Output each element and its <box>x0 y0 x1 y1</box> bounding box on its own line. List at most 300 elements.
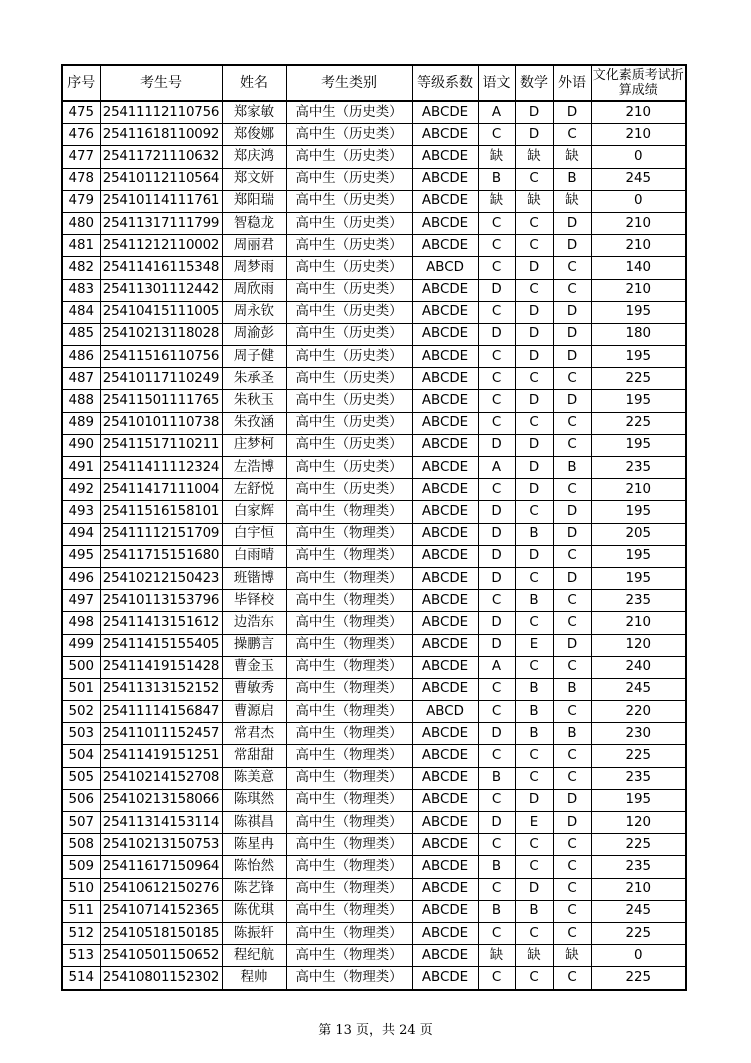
student-category: 高中生（历史类） <box>286 101 412 124</box>
student-category: 高中生（历史类） <box>286 479 412 501</box>
math-grade: C <box>515 767 553 789</box>
foreign-language-grade: C <box>553 612 591 634</box>
foreign-language-grade: C <box>553 745 591 767</box>
math-grade: C <box>515 501 553 523</box>
row-index: 505 <box>62 767 100 789</box>
grade-coefficient: ABCDE <box>412 634 478 656</box>
math-grade: C <box>515 745 553 767</box>
exam-id: 25410117110249 <box>100 368 222 390</box>
exam-id: 25411114156847 <box>100 701 222 723</box>
row-index: 494 <box>62 523 100 545</box>
chinese-grade: D <box>478 812 515 834</box>
row-index: 507 <box>62 812 100 834</box>
student-name: 陈优琪 <box>222 900 286 922</box>
row-index: 489 <box>62 412 100 434</box>
converted-score: 195 <box>591 789 686 811</box>
row-index: 479 <box>62 190 100 212</box>
converted-score: 210 <box>591 479 686 501</box>
student-name: 朱孜涵 <box>222 412 286 434</box>
converted-score: 230 <box>591 723 686 745</box>
exam-id: 25410212150423 <box>100 567 222 589</box>
row-index: 506 <box>62 789 100 811</box>
table-row <box>62 101 686 124</box>
table-row <box>62 346 686 368</box>
exam-id: 25411415155405 <box>100 634 222 656</box>
grade-coefficient: ABCDE <box>412 878 478 900</box>
converted-score: 195 <box>591 301 686 323</box>
converted-score: 225 <box>591 967 686 990</box>
grade-coefficient: ABCDE <box>412 900 478 922</box>
foreign-language-grade: D <box>553 523 591 545</box>
math-grade: C <box>515 567 553 589</box>
exam-id: 25411314153114 <box>100 812 222 834</box>
chinese-grade: A <box>478 457 515 479</box>
student-category: 高中生（历史类） <box>286 190 412 212</box>
col-header-index: 序号 <box>62 65 100 101</box>
row-index: 508 <box>62 834 100 856</box>
grade-coefficient: ABCDE <box>412 922 478 944</box>
row-index: 483 <box>62 279 100 301</box>
exam-id: 25411419151428 <box>100 656 222 678</box>
converted-score: 210 <box>591 279 686 301</box>
chinese-grade: C <box>478 257 515 279</box>
table-row <box>62 967 686 990</box>
grade-coefficient: ABCDE <box>412 124 478 146</box>
student-category: 高中生（物理类） <box>286 656 412 678</box>
converted-score: 225 <box>591 412 686 434</box>
chinese-grade: D <box>478 612 515 634</box>
chinese-grade: C <box>478 368 515 390</box>
math-grade: C <box>515 279 553 301</box>
converted-score: 0 <box>591 190 686 212</box>
grade-coefficient: ABCDE <box>412 723 478 745</box>
row-index: 498 <box>62 612 100 634</box>
converted-score: 235 <box>591 856 686 878</box>
math-grade: 缺 <box>515 190 553 212</box>
table-row <box>62 212 686 234</box>
foreign-language-grade: D <box>553 301 591 323</box>
foreign-language-grade: C <box>553 257 591 279</box>
exam-id: 25411317111799 <box>100 212 222 234</box>
table-row <box>62 190 686 212</box>
student-category: 高中生（物理类） <box>286 745 412 767</box>
row-index: 503 <box>62 723 100 745</box>
exam-id: 25411112151709 <box>100 523 222 545</box>
converted-score: 225 <box>591 368 686 390</box>
math-grade: B <box>515 678 553 700</box>
table-row <box>62 567 686 589</box>
student-category: 高中生（物理类） <box>286 945 412 967</box>
math-grade: 缺 <box>515 945 553 967</box>
chinese-grade: A <box>478 656 515 678</box>
converted-score: 195 <box>591 567 686 589</box>
student-name: 操鹏言 <box>222 634 286 656</box>
student-category: 高中生（历史类） <box>286 212 412 234</box>
converted-score: 210 <box>591 878 686 900</box>
student-name: 郑文妍 <box>222 168 286 190</box>
exam-id: 25410214152708 <box>100 767 222 789</box>
student-name: 曹源启 <box>222 701 286 723</box>
row-index: 488 <box>62 390 100 412</box>
chinese-grade: C <box>478 212 515 234</box>
math-grade: D <box>515 457 553 479</box>
exam-id: 25411417111004 <box>100 479 222 501</box>
student-name: 陈振轩 <box>222 922 286 944</box>
exam-id: 25410518150185 <box>100 922 222 944</box>
chinese-grade: D <box>478 501 515 523</box>
exam-id: 25411721110632 <box>100 146 222 168</box>
math-grade: C <box>515 856 553 878</box>
student-category: 高中生（物理类） <box>286 678 412 700</box>
math-grade: C <box>515 412 553 434</box>
student-category: 高中生（历史类） <box>286 323 412 345</box>
grade-coefficient: ABCDE <box>412 323 478 345</box>
student-category: 高中生（物理类） <box>286 590 412 612</box>
score-table <box>61 64 687 991</box>
grade-coefficient: ABCDE <box>412 612 478 634</box>
math-grade: C <box>515 922 553 944</box>
student-category: 高中生（历史类） <box>286 368 412 390</box>
chinese-grade: C <box>478 412 515 434</box>
converted-score: 245 <box>591 900 686 922</box>
math-grade: C <box>515 168 553 190</box>
math-grade: D <box>515 323 553 345</box>
table-row <box>62 479 686 501</box>
student-category: 高中生（历史类） <box>286 146 412 168</box>
table-row <box>62 124 686 146</box>
grade-coefficient: ABCDE <box>412 523 478 545</box>
table-row <box>62 900 686 922</box>
student-name: 左浩博 <box>222 457 286 479</box>
table-row <box>62 412 686 434</box>
converted-score: 195 <box>591 545 686 567</box>
foreign-language-grade: C <box>553 967 591 990</box>
grade-coefficient: ABCD <box>412 701 478 723</box>
student-name: 陈美意 <box>222 767 286 789</box>
chinese-grade: D <box>478 567 515 589</box>
exam-id: 25411516158101 <box>100 501 222 523</box>
student-name: 陈琪然 <box>222 789 286 811</box>
grade-coefficient: ABCDE <box>412 235 478 257</box>
student-category: 高中生（历史类） <box>286 346 412 368</box>
math-grade: E <box>515 634 553 656</box>
table-row <box>62 434 686 456</box>
student-name: 边浩东 <box>222 612 286 634</box>
converted-score: 180 <box>591 323 686 345</box>
chinese-grade: D <box>478 434 515 456</box>
grade-coefficient: ABCDE <box>412 945 478 967</box>
student-category: 高中生（历史类） <box>286 390 412 412</box>
student-name: 陈艺锋 <box>222 878 286 900</box>
row-index: 501 <box>62 678 100 700</box>
foreign-language-grade: C <box>553 434 591 456</box>
row-index: 491 <box>62 457 100 479</box>
row-index: 509 <box>62 856 100 878</box>
row-index: 493 <box>62 501 100 523</box>
table-row <box>62 922 686 944</box>
grade-coefficient: ABCDE <box>412 279 478 301</box>
exam-id: 25411011152457 <box>100 723 222 745</box>
grade-coefficient: ABCDE <box>412 812 478 834</box>
table-row <box>62 390 686 412</box>
math-grade: C <box>515 612 553 634</box>
math-grade: D <box>515 301 553 323</box>
student-category: 高中生（物理类） <box>286 856 412 878</box>
grade-coefficient: ABCDE <box>412 834 478 856</box>
chinese-grade: D <box>478 279 515 301</box>
math-grade: D <box>515 434 553 456</box>
chinese-grade: D <box>478 723 515 745</box>
row-index: 487 <box>62 368 100 390</box>
grade-coefficient: ABCDE <box>412 656 478 678</box>
chinese-grade: D <box>478 634 515 656</box>
student-category: 高中生（物理类） <box>286 723 412 745</box>
student-name: 毕铎校 <box>222 590 286 612</box>
math-grade: B <box>515 723 553 745</box>
grade-coefficient: ABCDE <box>412 190 478 212</box>
row-index: 495 <box>62 545 100 567</box>
row-index: 504 <box>62 745 100 767</box>
table-row <box>62 812 686 834</box>
exam-id: 25410213150753 <box>100 834 222 856</box>
converted-score: 245 <box>591 678 686 700</box>
chinese-grade: C <box>478 967 515 990</box>
foreign-language-grade: D <box>553 634 591 656</box>
table-row <box>62 279 686 301</box>
row-index: 490 <box>62 434 100 456</box>
chinese-grade: C <box>478 834 515 856</box>
student-category: 高中生（历史类） <box>286 301 412 323</box>
student-name: 朱承圣 <box>222 368 286 390</box>
chinese-grade: D <box>478 545 515 567</box>
exam-id: 25410612150276 <box>100 878 222 900</box>
foreign-language-grade: D <box>553 789 591 811</box>
table-row <box>62 767 686 789</box>
converted-score: 195 <box>591 346 686 368</box>
table-row <box>62 856 686 878</box>
row-index: 482 <box>62 257 100 279</box>
exam-id: 25411419151251 <box>100 745 222 767</box>
table-row <box>62 501 686 523</box>
student-name: 周欣雨 <box>222 279 286 301</box>
student-category: 高中生（物理类） <box>286 767 412 789</box>
table-body <box>62 101 686 990</box>
exam-id: 25410101110738 <box>100 412 222 434</box>
exam-id: 25411313152152 <box>100 678 222 700</box>
foreign-language-grade: D <box>553 346 591 368</box>
converted-score: 245 <box>591 168 686 190</box>
grade-coefficient: ABCDE <box>412 101 478 124</box>
col-header-converted-score: 文化素质考试折算成绩 <box>591 65 686 101</box>
converted-score: 210 <box>591 235 686 257</box>
table-row <box>62 545 686 567</box>
exam-id: 25410112110564 <box>100 168 222 190</box>
student-name: 周丽君 <box>222 235 286 257</box>
math-grade: B <box>515 701 553 723</box>
student-category: 高中生（物理类） <box>286 545 412 567</box>
converted-score: 195 <box>591 501 686 523</box>
col-header-foreign-language: 外语 <box>553 65 591 101</box>
table-row <box>62 235 686 257</box>
student-name: 郑俊娜 <box>222 124 286 146</box>
exam-id: 25410501150652 <box>100 945 222 967</box>
chinese-grade: D <box>478 323 515 345</box>
exam-id: 25411517110211 <box>100 434 222 456</box>
student-name: 郑庆鸿 <box>222 146 286 168</box>
grade-coefficient: ABCDE <box>412 212 478 234</box>
grade-coefficient: ABCDE <box>412 501 478 523</box>
student-category: 高中生（物理类） <box>286 900 412 922</box>
converted-score: 140 <box>591 257 686 279</box>
student-name: 庄梦柯 <box>222 434 286 456</box>
foreign-language-grade: C <box>553 279 591 301</box>
row-index: 476 <box>62 124 100 146</box>
student-name: 常甜甜 <box>222 745 286 767</box>
table-row <box>62 634 686 656</box>
row-index: 485 <box>62 323 100 345</box>
student-name: 左舒悦 <box>222 479 286 501</box>
converted-score: 0 <box>591 945 686 967</box>
exam-id: 25411516110756 <box>100 346 222 368</box>
student-category: 高中生（物理类） <box>286 878 412 900</box>
row-index: 477 <box>62 146 100 168</box>
grade-coefficient: ABCDE <box>412 479 478 501</box>
foreign-language-grade: D <box>553 390 591 412</box>
math-grade: D <box>515 878 553 900</box>
chinese-grade: C <box>478 745 515 767</box>
math-grade: B <box>515 590 553 612</box>
table-row <box>62 457 686 479</box>
chinese-grade: B <box>478 767 515 789</box>
exam-id: 25411112110756 <box>100 101 222 124</box>
grade-coefficient: ABCDE <box>412 967 478 990</box>
exam-id: 25411416115348 <box>100 257 222 279</box>
col-header-name: 姓名 <box>222 65 286 101</box>
student-category: 高中生（物理类） <box>286 789 412 811</box>
table-row <box>62 723 686 745</box>
converted-score: 210 <box>591 212 686 234</box>
table-row <box>62 834 686 856</box>
exam-id: 25410714152365 <box>100 900 222 922</box>
chinese-grade: D <box>478 523 515 545</box>
table-row <box>62 612 686 634</box>
math-grade: D <box>515 101 553 124</box>
grade-coefficient: ABCDE <box>412 346 478 368</box>
student-name: 常君杰 <box>222 723 286 745</box>
grade-coefficient: ABCDE <box>412 545 478 567</box>
student-name: 朱秋玉 <box>222 390 286 412</box>
math-grade: B <box>515 900 553 922</box>
row-index: 480 <box>62 212 100 234</box>
chinese-grade: 缺 <box>478 190 515 212</box>
grade-coefficient: ABCDE <box>412 745 478 767</box>
row-index: 481 <box>62 235 100 257</box>
grade-coefficient: ABCD <box>412 257 478 279</box>
converted-score: 210 <box>591 124 686 146</box>
student-name: 郑阳瑞 <box>222 190 286 212</box>
math-grade: D <box>515 257 553 279</box>
foreign-language-grade: D <box>553 212 591 234</box>
math-grade: C <box>515 656 553 678</box>
chinese-grade: C <box>478 789 515 811</box>
converted-score: 235 <box>591 590 686 612</box>
chinese-grade: C <box>478 590 515 612</box>
chinese-grade: C <box>478 124 515 146</box>
converted-score: 225 <box>591 745 686 767</box>
foreign-language-grade: B <box>553 678 591 700</box>
student-category: 高中生（物理类） <box>286 967 412 990</box>
table-row <box>62 945 686 967</box>
row-index: 500 <box>62 656 100 678</box>
math-grade: D <box>515 346 553 368</box>
grade-coefficient: ABCDE <box>412 590 478 612</box>
student-category: 高中生（历史类） <box>286 168 412 190</box>
row-index: 486 <box>62 346 100 368</box>
converted-score: 220 <box>591 701 686 723</box>
chinese-grade: C <box>478 301 515 323</box>
foreign-language-grade: C <box>553 834 591 856</box>
chinese-grade: C <box>478 701 515 723</box>
exam-id: 25411411112324 <box>100 457 222 479</box>
table-row <box>62 146 686 168</box>
exam-id: 25411715151680 <box>100 545 222 567</box>
student-name: 周渝彭 <box>222 323 286 345</box>
chinese-grade: C <box>478 479 515 501</box>
student-name: 白家辉 <box>222 501 286 523</box>
foreign-language-grade: B <box>553 168 591 190</box>
foreign-language-grade: C <box>553 878 591 900</box>
student-name: 陈星冉 <box>222 834 286 856</box>
table-row <box>62 678 686 700</box>
foreign-language-grade: 缺 <box>553 945 591 967</box>
converted-score: 120 <box>591 634 686 656</box>
math-grade: D <box>515 789 553 811</box>
chinese-grade: B <box>478 168 515 190</box>
student-name: 周永钦 <box>222 301 286 323</box>
foreign-language-grade: C <box>553 479 591 501</box>
row-index: 492 <box>62 479 100 501</box>
exam-id: 25411212110002 <box>100 235 222 257</box>
student-category: 高中生（物理类） <box>286 501 412 523</box>
chinese-grade: A <box>478 101 515 124</box>
exam-id: 25410801152302 <box>100 967 222 990</box>
foreign-language-grade: C <box>553 856 591 878</box>
grade-coefficient: ABCDE <box>412 856 478 878</box>
chinese-grade: C <box>478 235 515 257</box>
foreign-language-grade: D <box>553 812 591 834</box>
converted-score: 235 <box>591 457 686 479</box>
row-index: 478 <box>62 168 100 190</box>
converted-score: 120 <box>591 812 686 834</box>
grade-coefficient: ABCDE <box>412 368 478 390</box>
math-grade: C <box>515 967 553 990</box>
math-grade: B <box>515 523 553 545</box>
table-row <box>62 323 686 345</box>
math-grade: E <box>515 812 553 834</box>
table-row <box>62 878 686 900</box>
page-footer: 第 13 页，共 24 页 <box>318 1023 433 1038</box>
student-category: 高中生（物理类） <box>286 612 412 634</box>
chinese-grade: B <box>478 856 515 878</box>
chinese-grade: C <box>478 922 515 944</box>
table-row <box>62 523 686 545</box>
student-category: 高中生（物理类） <box>286 701 412 723</box>
student-name: 郑家敏 <box>222 101 286 124</box>
grade-coefficient: ABCDE <box>412 434 478 456</box>
converted-score: 0 <box>591 146 686 168</box>
student-name: 班锴博 <box>222 567 286 589</box>
math-grade: 缺 <box>515 146 553 168</box>
